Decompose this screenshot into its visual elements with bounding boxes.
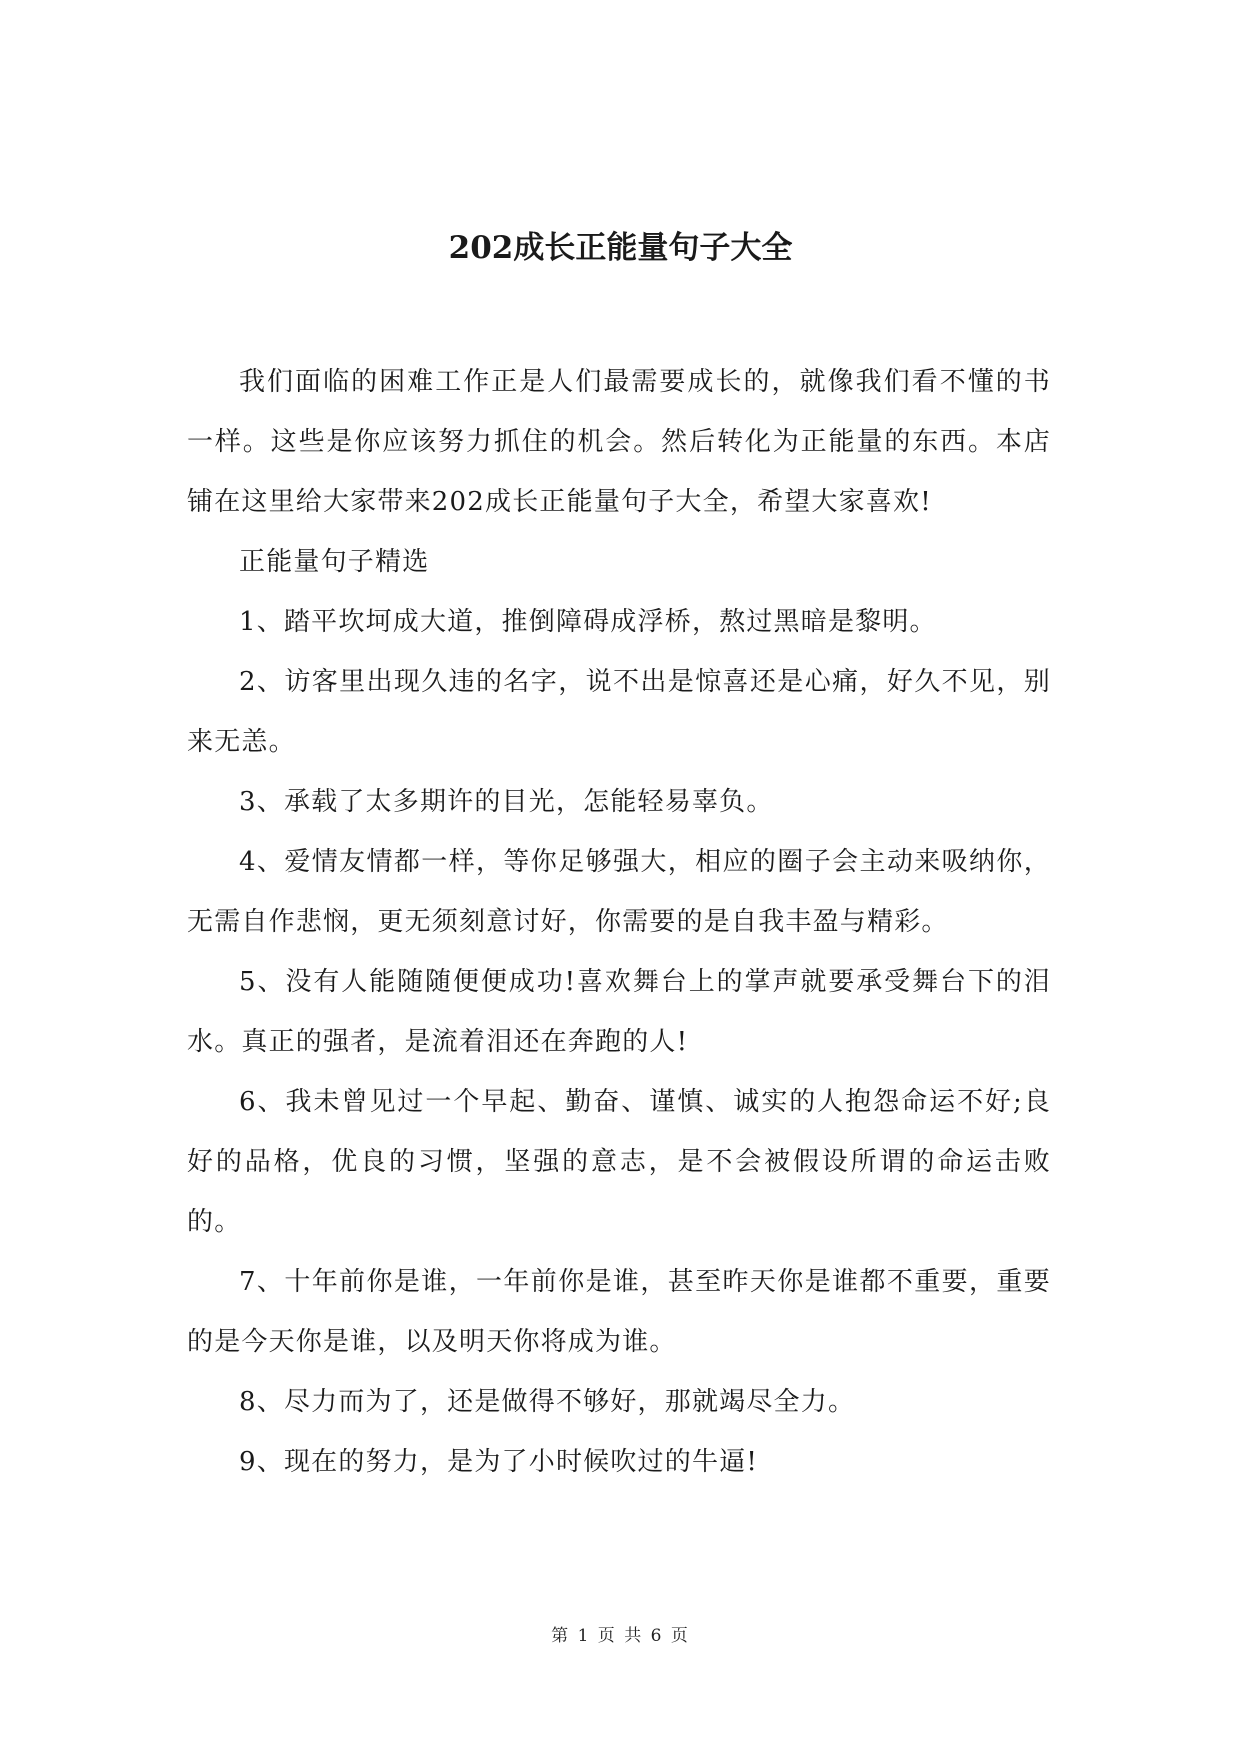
quote-item-3: 3、承载了太多期许的目光，怎能轻易辜负。 — [239, 787, 774, 817]
quote-item-6: 6、我未曾见过一个早起、勤奋、谨慎、诚实的人抱怨命运不好;良好的品格，优良的习惯，坚强的意志，是不会被假设所谓的命运击败的。 — [187, 1087, 1051, 1237]
quote-item-9: 9、现在的努力，是为了小时候吹过的牛逼! — [239, 1447, 758, 1477]
quote-item-8: 8、尽力而为了，还是做得不够好，那就竭尽全力。 — [239, 1387, 856, 1417]
section-heading: 正能量句子精选 — [239, 547, 430, 577]
intro-paragraph: 我们面临的困难工作正是人们最需要成长的，就像我们看不懂的书一样。这些是你应该努力抓住的机会。然后转化为正能量的东西。本店铺在这里给大家带来202成长正能量句子大全，希望大家喜欢! — [187, 367, 1051, 517]
quote-item-4: 4、爱情友情都一样，等你足够强大，相应的圈子会主动来吸纳你，无需自作悲悯，更无须刻意讨好，你需要的是自我丰盈与精彩。 — [187, 847, 1051, 937]
quote-item-7: 7、十年前你是谁，一年前你是谁，甚至昨天你是谁都不重要，重要的是今天你是谁，以及明天你将成为谁。 — [187, 1267, 1051, 1357]
page-number-footer: 第 1 页 共 6 页 — [551, 1626, 690, 1646]
quote-item-1: 1、踏平坎坷成大道，推倒障碍成浮桥，熬过黑暗是黎明。 — [239, 607, 937, 637]
quote-item-5: 5、没有人能随随便便成功!喜欢舞台上的掌声就要承受舞台下的泪水。真正的强者，是流着泪还在奔跑的人! — [187, 967, 1051, 1057]
quote-item-2: 2、访客里出现久违的名字，说不出是惊喜还是心痛，好久不见，别来无恙。 — [187, 667, 1051, 757]
document-title: 202成长正能量句子大全 — [448, 230, 793, 266]
document-body — [187, 352, 1051, 1492]
